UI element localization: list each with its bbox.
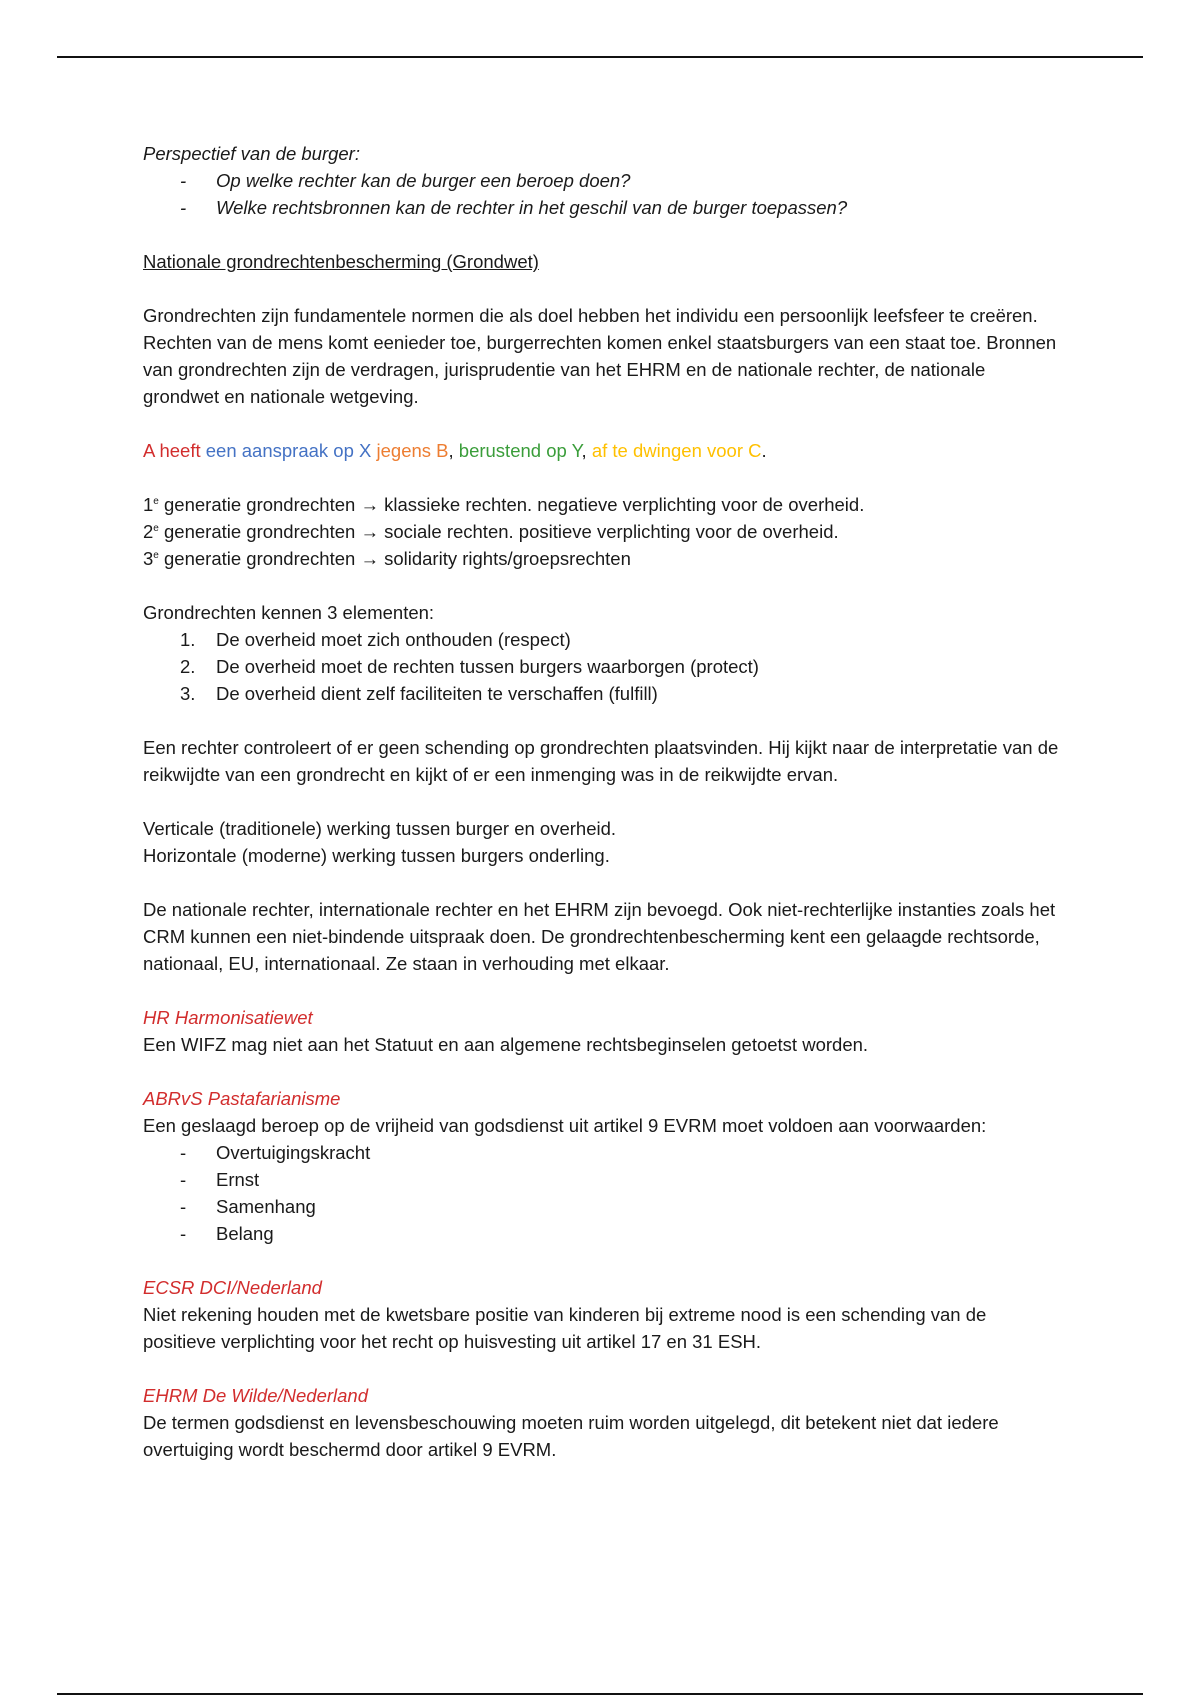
formula-line: A heeft een aanspraak op X jegens B, berustend op Y, af te dwingen voor C.: [143, 440, 767, 461]
case-text: Een WIFZ mag niet aan het Statuut en aan algemene rechtsbeginselen getoetst worden.: [143, 1034, 869, 1055]
bullet-marker: -: [180, 170, 187, 191]
bullet-marker: -: [180, 197, 187, 218]
case-title: ABRvS Pastafarianisme: [143, 1088, 341, 1109]
formula-d: berustend op Y: [458, 440, 582, 461]
arrow-icon: →: [360, 548, 379, 569]
header-rule: [57, 56, 1143, 58]
arrow-icon: →: [360, 494, 379, 515]
list-item: - Ernst: [180, 1169, 260, 1190]
formula-b: een aanspraak op X: [205, 440, 372, 461]
case-title: EHRM De Wilde/Nederland: [143, 1385, 368, 1406]
perspective-list: [143, 167, 1063, 221]
competence-paragraph: De nationale rechter, internationale rechter en het EHRM zijn bevoegd. Ook niet-rechterlijke instanties zoals het CRM kunnen een niet-bindende uitspraak doen. De grondrechtenbescherming kent een gelaagde rechtsorde, nationaal, EU, internationaal. Ze staan in verhouding met elkaar.: [143, 899, 1056, 974]
review-paragraph: Een rechter controleert of er geen schending op grondrechten plaatsvinden. Hij kijkt naar de interpretatie van de reikwijdte van een grondrecht en kijkt of er een inmenging was in de reikwijdte ervan.: [143, 737, 1059, 785]
formula-c: jegens B: [376, 440, 449, 461]
formula-e: af te dwingen voor C: [591, 440, 762, 461]
case-text: Niet rekening houden met de kwetsbare positie van kinderen bij extreme nood is een schending van de positieve verplichting voor het recht op huisvesting uit artikel 17 en 31 ESH.: [143, 1304, 987, 1352]
horizontal-working: Horizontale (moderne) werking tussen burgers onderling.: [143, 845, 610, 866]
intro-paragraph: Grondrechten zijn fundamentele normen die als doel hebben het individu een persoonlijk leefsfeer te creëren. Rechten van de mens komt eenieder toe, burgerrechten komen enkel staatsburgers van een staat toe. Bronnen van grondrechten zijn de verdragen, jurisprudentie van het EHRM en de nationale rechter, de nationale grondwet en nationale wetgeving.: [143, 305, 1057, 407]
conditions-list: [143, 1139, 1063, 1247]
generation-line: 1e generatie grondrechten → klassieke rechten. negatieve verplichting voor de overheid.: [143, 494, 865, 515]
case-title: ECSR DCI/Nederland: [143, 1277, 322, 1298]
formula-a: A heeft: [143, 440, 201, 461]
list-item: 2. De overheid moet de rechten tussen burgers waarborgen (protect): [180, 656, 759, 677]
vertical-working: Verticale (traditionele) werking tussen burger en overheid.: [143, 818, 617, 839]
list-item: 1. De overheid moet zich onthouden (respect): [180, 629, 571, 650]
case-text: De termen godsdienst en levensbeschouwing moeten ruim worden uitgelegd, dit betekent niet dat iedere overtuiging wordt beschermd door artikel 9 EVRM.: [143, 1412, 999, 1460]
elements-list: [143, 626, 1063, 707]
footer-rule: [57, 1693, 1143, 1695]
generation-line: 2e generatie grondrechten → sociale rechten. positieve verplichting voor de overheid.: [143, 521, 839, 542]
list-item: - Welke rechtsbronnen kan de rechter in het geschil van de burger toepassen?: [143, 194, 1063, 221]
elements-heading: Grondrechten kennen 3 elementen:: [143, 602, 435, 623]
list-item: 3. De overheid dient zelf faciliteiten te verschaffen (fulfill): [180, 683, 658, 704]
generation-line: 3e generatie grondrechten → solidarity rights/groepsrechten: [143, 548, 631, 569]
section-heading: Nationale grondrechtenbescherming (Grondwet): [143, 251, 539, 272]
case-text: Een geslaagd beroep op de vrijheid van godsdienst uit artikel 9 EVRM moet voldoen aan voorwaarden:: [143, 1115, 987, 1136]
case-title: HR Harmonisatiewet: [143, 1007, 313, 1028]
document-body: [143, 140, 1063, 1463]
list-item: - Belang: [180, 1223, 274, 1244]
list-item: - Overtuigingskracht: [180, 1142, 371, 1163]
list-item: - Op welke rechter kan de burger een beroep doen?: [143, 167, 1063, 194]
perspective-heading: Perspectief van de burger:: [143, 143, 360, 164]
arrow-icon: →: [360, 521, 379, 542]
list-item: - Samenhang: [180, 1196, 316, 1217]
